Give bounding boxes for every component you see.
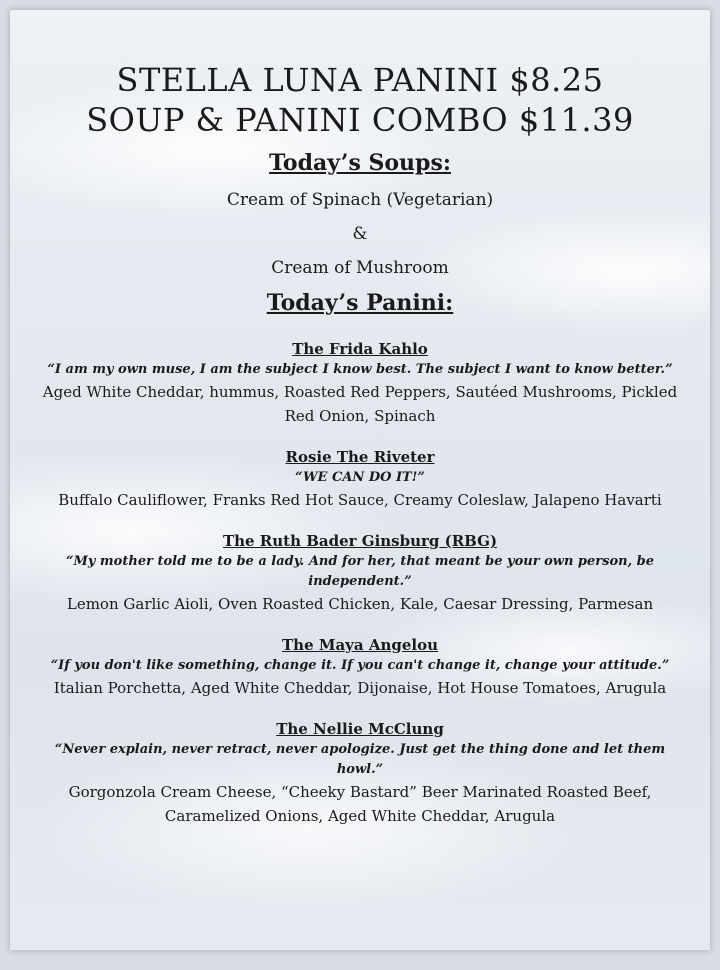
- menu-sheet: [10, 10, 710, 950]
- panini-ingredients: Buffalo Cauliflower, Franks Red Hot Sauce, Creamy Coleslaw, Jalapeno Havarti: [58, 491, 662, 509]
- panini-quote: “Never explain, never retract, never apologize. Just get the thing done and let them howl.”: [54, 742, 666, 777]
- combo-price-title: SOUP & PANINI COMBO $11.39: [86, 101, 634, 139]
- panini-item-rosie-the-riveter: [10, 446, 710, 512]
- panini-section: [10, 288, 710, 828]
- menu-header: [10, 10, 710, 140]
- panini-item-frida-kahlo: [10, 338, 710, 428]
- panini-name: The Frida Kahlo: [292, 340, 428, 358]
- panini-item-maya-angelou: [10, 634, 710, 700]
- soup-separator: &: [352, 224, 368, 244]
- panini-name: The Maya Angelou: [282, 636, 438, 654]
- panini-name: The Nellie McClung: [276, 720, 444, 738]
- soups-section: [10, 148, 710, 280]
- panini-heading: Today’s Panini:: [266, 290, 454, 316]
- soups-heading: Today’s Soups:: [269, 150, 451, 176]
- soup-item-mushroom: Cream of Mushroom: [271, 258, 449, 278]
- panini-quote: “My mother told me to be a lady. And for her, that meant be your own person, be independent.”: [65, 554, 654, 589]
- panini-quote: “WE CAN DO IT!”: [295, 470, 425, 485]
- panini-ingredients: Lemon Garlic Aioli, Oven Roasted Chicken, Kale, Caesar Dressing, Parmesan: [66, 595, 654, 613]
- panini-price-title: STELLA LUNA PANINI $8.25: [116, 61, 604, 99]
- panini-name: Rosie The Riveter: [285, 448, 435, 466]
- soup-item-spinach: Cream of Spinach (Vegetarian): [226, 190, 494, 210]
- panini-ingredients: Gorgonzola Cream Cheese, “Cheeky Bastard” Beer Marinated Roasted Beef, Caramelized Onions, Aged White Cheddar, Arugula: [68, 783, 652, 825]
- panini-quote: “If you don't like something, change it. If you can't change it, change your attitude.”: [50, 658, 670, 673]
- panini-name: The Ruth Bader Ginsburg (RBG): [222, 532, 498, 550]
- panini-quote: “I am my own muse, I am the subject I know best. The subject I want to know better.”: [47, 362, 673, 377]
- panini-ingredients: Italian Porchetta, Aged White Cheddar, Dijonaise, Hot House Tomatoes, Arugula: [53, 679, 667, 697]
- panini-item-nellie-mcclung: [10, 718, 710, 828]
- panini-ingredients: Aged White Cheddar, hummus, Roasted Red Peppers, Sautéed Mushrooms, Pickled Red Onion, Spinach: [42, 383, 678, 425]
- panini-item-rbg: [10, 530, 710, 616]
